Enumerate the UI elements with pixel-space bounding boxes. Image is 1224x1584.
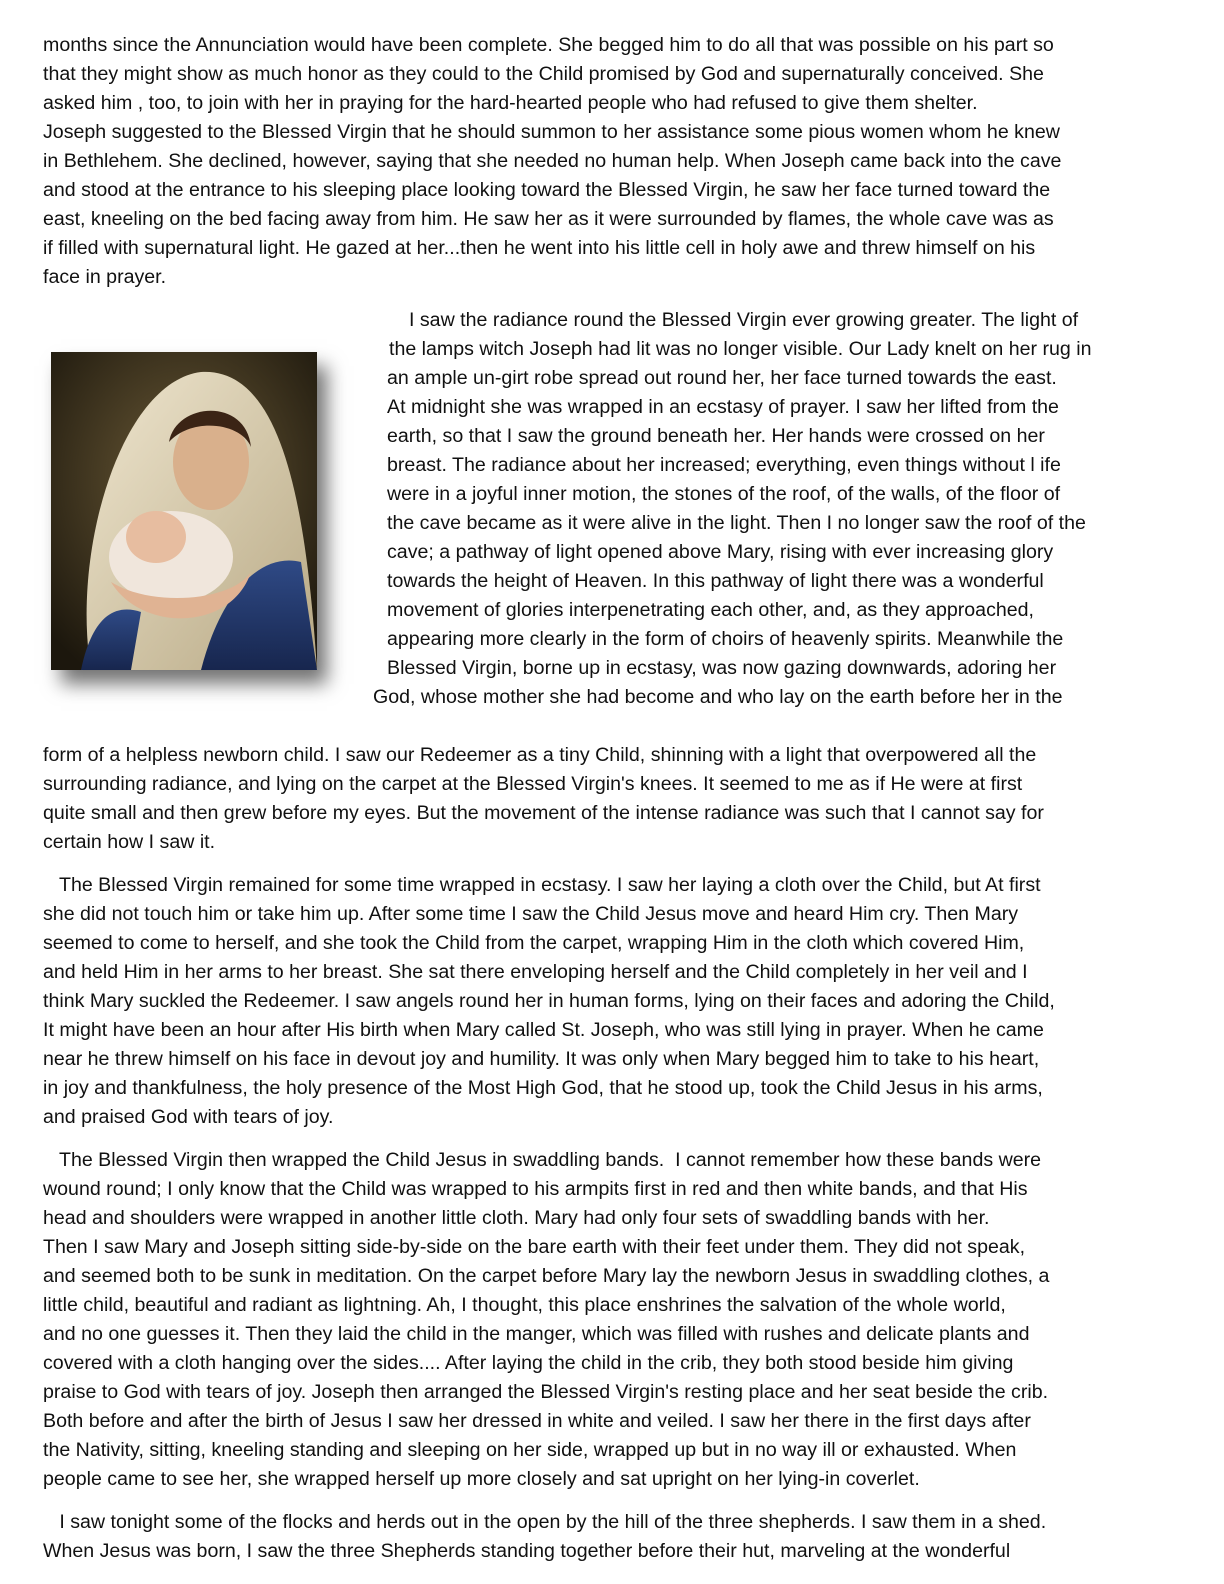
text-line: near he threw himself on his face in devout joy and humility. It was only when Mary begged him to take to his heart, [43,1048,1040,1070]
text-line: the lamps witch Joseph had lit was no longer visible. Our Lady knelt on her rug in [389,338,1092,360]
text-line: God, whose mother she had become and who lay on the earth before her in the [373,686,1063,708]
text-line: earth, so that I saw the ground beneath her. Her hands were crossed on her [387,425,1045,447]
text-line: towards the height of Heaven. In this pathway of light there was a wonderful [387,570,1044,592]
text-line: covered with a cloth hanging over the sides.... After laying the child in the crib, they both stood beside him giving [43,1352,1014,1374]
text-line: appearing more clearly in the form of choirs of heavenly spirits. Meanwhile the [387,628,1064,650]
text-line: she did not touch him or take him up. After some time I saw the Child Jesus move and heard Him cry. Then Mary [43,903,1019,925]
text-line: and no one guesses it. Then they laid the child in the manger, which was filled with rushes and delicate plants and [43,1323,1030,1345]
text-line: an ample un-girt robe spread out round her, her face turned towards the east. [387,367,1057,389]
paragraph-1 [43,31,1173,292]
text-line: wound round; I only know that the Child was wrapped to his armpits first in red and then white bands, and that His [43,1178,1028,1200]
text-line: face in prayer. [43,266,167,288]
text-line: east, kneeling on the bed facing away from him. He saw her as it were surrounded by flames, the whole cave was as [43,208,1054,230]
text-line: The Blessed Virgin then wrapped the Child Jesus in swaddling bands. I cannot remember how these bands were [43,1149,1042,1171]
text-line: breast. The radiance about her increased; everything, even things without l ife [387,454,1061,476]
text-line: Then I saw Mary and Joseph sitting side-by-side on the bare earth with their feet under them. They did not speak, [43,1236,1026,1258]
text-line: that they might show as much honor as they could to the Child promised by God and supernaturally conceived. She [43,63,1044,85]
text-line: months since the Annunciation would have been complete. She begged him to do all that was possible on his part so [43,34,1054,56]
document-page [43,31,1173,1566]
paragraph-2-wrapped [43,306,1173,741]
text-line: if filled with supernatural light. He gazed at her...then he went into his little cell in holy awe and threw himself on his [43,237,1036,259]
text-line: When Jesus was born, I saw the three Shepherds standing together before their hut, marveling at the wonderful [43,1540,1011,1562]
text-line: Joseph suggested to the Blessed Virgin that he should summon to her assistance some pious women whom he knew [43,121,1060,143]
text-line: people came to see her, she wrapped herself up more closely and sat upright on her lying-in coverlet. [43,1468,920,1490]
text-line: think Mary suckled the Redeemer. I saw angels round her in human forms, lying on their faces and adoring the Child, [43,990,1055,1012]
text-line: were in a joyful inner motion, the stones of the roof, of the walls, of the floor of [387,483,1061,505]
text-line: and praised God with tears of joy. [43,1106,334,1128]
text-line: cave; a pathway of light opened above Mary, rising with ever increasing glory [387,541,1054,563]
text-line: the cave became as it were alive in the light. Then I no longer saw the roof of the [387,512,1086,534]
text-line: form of a helpless newborn child. I saw our Redeemer as a tiny Child, shinning with a light that overpowered all the [43,744,1037,766]
text-line: asked him , too, to join with her in praying for the hard-hearted people who had refused to give them shelter. [43,92,978,114]
text-line: praise to God with tears of joy. Joseph then arranged the Blessed Virgin's resting place and her seat beside the crib. [43,1381,1049,1403]
text-line: I saw the radiance round the Blessed Virgin ever growing greater. The light of [409,309,1079,331]
text-line: quite small and then grew before my eyes. But the movement of the intense radiance was such that I cannot say for [43,802,1044,824]
text-line: and held Him in her arms to her breast. She sat there enveloping herself and the Child completely in her veil and I [43,961,1028,983]
text-line: I saw tonight some of the flocks and herds out in the open by the hill of the three shepherds. I saw them in a shed. [43,1511,1047,1533]
text-line: Blessed Virgin, borne up in ecstasy, was now gazing downwards, adoring her [387,657,1057,679]
paragraph-3 [43,871,1173,1132]
text-line: in joy and thankfulness, the holy presence of the Most High God, that he stood up, took the Child Jesus in his arms, [43,1077,1043,1099]
text-line: At midnight she was wrapped in an ecstasy of prayer. I saw her lifted from the [387,396,1059,418]
paragraph-2-continued [43,741,1173,857]
paragraph-5 [43,1508,1173,1566]
text-line: and seemed both to be sunk in meditation. On the carpet before Mary lay the newborn Jesus in swaddling clothes, a [43,1265,1050,1287]
text-line: little child, beautiful and radiant as lightning. Ah, I thought, this place enshrines the salvation of the whole world, [43,1294,1006,1316]
text-line: movement of glories interpenetrating each other, and, as they approached, [387,599,1035,621]
text-line: head and shoulders were wrapped in another little cloth. Mary had only four sets of swaddling bands with her. [43,1207,990,1229]
text-line: It might have been an hour after His birth when Mary called St. Joseph, who was still lying in prayer. When he came [43,1019,1044,1041]
text-line: surrounding radiance, and lying on the carpet at the Blessed Virgin's knees. It seemed to me as if He were at first [43,773,1023,795]
paragraph-4 [43,1146,1173,1494]
text-line: in Bethlehem. She declined, however, saying that she needed no human help. When Joseph came back into the cave [43,150,1062,172]
text-line: seemed to come to herself, and she took the Child from the carpet, wrapping Him in the cloth which covered Him, [43,932,1025,954]
text-line: Both before and after the birth of Jesus I saw her dressed in white and veiled. I saw her there in the first days after [43,1410,1031,1432]
text-line: certain how I saw it. [43,831,216,853]
text-line: and stood at the entrance to his sleeping place looking toward the Blessed Virgin, he saw her face turned toward the [43,179,1051,201]
text-line: the Nativity, sitting, kneeling standing and sleeping on her side, wrapped up but in no way ill or exhausted. When [43,1439,1017,1461]
text-line: The Blessed Virgin remained for some time wrapped in ecstasy. I saw her laying a cloth over the Child, but At first [43,874,1041,896]
